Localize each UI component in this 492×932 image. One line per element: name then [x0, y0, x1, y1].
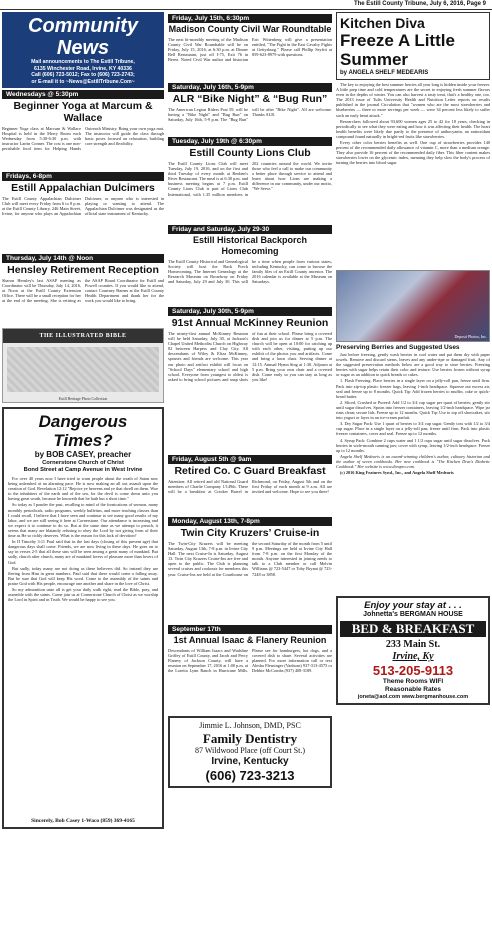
column-left [2, 12, 164, 829]
image-caption: Estill Heritage Photo Collection [58, 397, 108, 401]
community-news-box [2, 12, 164, 88]
paragraph: Just before freezing, gently wash berries in cool water and pat them dry with paper towels. Remove and discard stems, leaves and any under-ripe or damaged fruit. Any of the suggested preservation methods below are a good way to store berries. Freezing berries with sugar helps retain their color and texture. Use berries frozen without syrup or sugar as an addition to quick breads or cakes. [336, 352, 490, 378]
community-info-2: 6135 Winchester Road, Irvine, KY 40336 [34, 65, 132, 72]
article-headline: Estill Historical Backporch Homecoming [192, 235, 308, 256]
illustrated-bible-image [2, 328, 164, 403]
event-date-bar: Friday, August 5th @ 9am [168, 455, 332, 464]
ad-website[interactable]: joneta@aol.com www.bergmanhouse.com [357, 694, 469, 700]
article-signature: Sincerely, Bob Casey 1-Waco (859) 369-4165 [31, 818, 135, 824]
photo-credit: Deposit Photos, Inc. [454, 334, 487, 339]
article-headline: Estill County Lions Club [189, 147, 311, 159]
event-date-bar: Saturday, July 16th, 5-9pm [168, 83, 332, 92]
ad-street: 233 Main St. [385, 639, 441, 650]
event-date-bar: Friday and Saturday, July 29-30 [168, 225, 332, 234]
ad-city: Irvine, Ky [392, 651, 434, 662]
running-header: The Estill County Tribune, July 6, 2016, Page 9 [0, 0, 492, 10]
paragraph: But sadly, today many are not doing as these believers did. So instead they are fleeing from Him in great numbers. Paul said that there would come a falling away. But be sure that God will keep His word. Come to the assembly of the saints and praise God with His people, encourage one another and share in the love of Christ. [8, 565, 158, 586]
column-title: Kitchen Diva [340, 15, 425, 31]
copyright-line: (c) 2016 King Features Synd., Inc., and Angela Shelf Medearis [340, 470, 454, 476]
section-subhead: Preserving Berries and Suggested Uses [336, 344, 460, 351]
bed-breakfast-ad [336, 596, 490, 705]
paragraph: 3. Dry Sugar Pack: Use 1 quart of berries to 3/4 cup sugar. Gently toss with 1/2 to 3/4 cup sugar. Place in a single layer on a jelly-roll pan; freeze until firm. Pack into plastic freezer containers, cover and seal. Freeze up to 12 months. [336, 421, 490, 437]
article-headline: Hensley Retirement Reception [7, 264, 159, 276]
dangerous-times-article [2, 407, 164, 829]
article-body: The Estill County Historical and Genealogical Society will host the Back Porch Homecoming. The Internet Genealogy at the Research Museum on Broadway on Friday and Saturday, July 29 and July 30. This will be a time when people from various states, including Kentucky, can come to browse the family files of an Estill County ancestor. The 2016 calendar is available at the Museum on Saturdays. [168, 259, 332, 285]
article-body: Sharon Hensley's last ASAP meeting as Coordinator will be Thursday, July 14, 2016, at Noon at the Estill County Extension Office. There will be a small reception for her at the end of the meeting. She is retiring as the ASAP Board Coordinator for Estill and Powell counties. If you would like to attend, contact Courtney Barnes at the Estill County Health Department and thank her for the work you would like to bring. [2, 278, 164, 304]
practice-name: Family Dentistry [202, 731, 298, 746]
article-headline: Estill Appalachian Dulcimers [11, 182, 155, 194]
ad-business-name: Johnetta's BERGMAN HOUSE [363, 611, 463, 618]
article-headline: Twin City Kruzers’ Cruise-in [180, 527, 320, 539]
article-body: The Estill County Lions Club will meet Tuesday, July 19, 2016, and on the first and third Tuesday of every month at Reuben's River Restaurant. The meal is at 6:30 p.m. and business meeting begins at 7 p.m. Estill County Lions Club is part of Lions Club International, with 1.35 million members in 202 countries around the world. We invite those who feel a call to make our community a better place through service to attend and learn about how Lions are making a difference in our community, under our motto, "We Serve." [168, 161, 332, 197]
ad-banner: BED & BREAKFAST [340, 621, 486, 637]
event-date-bar: Thursday, July 14th @ Noon [2, 254, 164, 263]
community-info-1: Mail announcements to The Estill Tribune, [31, 59, 135, 65]
community-news-title: Community News [28, 15, 138, 59]
community-info-3: Call (606) 723-5012; Fax to (606) 723-2743; [31, 72, 135, 78]
event-date-bar: Wednesdays @ 5:30pm [2, 90, 164, 99]
paragraph: For over 40 years now I have tried to warn people about the wrath of Satan now being unleashed at an alarming pace. He is now making an all out assault upon the creation of God. Revelation 12:12 "Rejoice ye heavens and ye that dwell on them. Woe to the inhabiters of the earth and of the sea, for the devil is come down unto you having great wrath, because he knoweth that he hath but a short time." [8, 476, 158, 502]
article-body: The next bi-monthly meeting of the Madison County Civil War Roundtable will be on Friday, July 15, 2016, at 6:30 p.m. at Dinner Bell Restaurant, just off I-75, Exit 76 in Berea. Noted Civil War author and historian Eric Wittenberg will give a presentation entitled, "The Fight in the East Cavalry Fights at Gettysburg." Please call Phillip Seyfrit at 859-623-8979 with questions. [168, 37, 332, 63]
article-headline: Dangerous Times? [38, 412, 128, 450]
paragraph: 2. Sliced, Crushed or Pureed: Add 1/2 to 3/4 cup sugar per quart of berries; gently stir until sugar dissolves. Spoon into freezer containers, leaving 1/2-inch headspace. Wipe jar rims clean; secure lids. Freeze up to 12 months. Quick Tip: Use to top off shortcakes, stir into yogurt or layer in an ice-cream parfait. [336, 399, 490, 421]
engraving-illustration [7, 347, 159, 392]
dentistry-ad [168, 716, 332, 788]
article-body [336, 352, 490, 592]
article-body: The ninety-first annual McKinney Reunion will be held Saturday, July 30, at Jackson's Chapel United Methodist Church on Highway 82 between Harpers and Clay City. All descendants of Wiley & Eliza McKinney, spouses and friends are welcome. This year our photo and artifact exhibit will focus on "School Days" elementary school and high school. Everyone from youngest to oldest is asked to bring school pictures and snap shots of fun at their school. Please bring a covered dish and join us for dinner at 5 p.m. The church will be open at 10:00 for catching up with each other, visiting, putting up our exhibit of the photos you and artifacts. Come and bring a lawn chair. Serving dinner at 12:15. Annual Hymn Sing at 1:30. Adjourn at 5 p.m. Bring your own chair and a covered dish. Come early so you can stay as long as you like! [168, 331, 332, 382]
article-headline: Freeze A Little Summer [340, 31, 455, 69]
paragraph: 1. Flash Freezing: Place berries in a single layer on a jelly-roll pan, freeze until firm. Pack into zip-top plastic freezer bags, leaving 1-inch headspace. Squeeze out excess air, seal and freeze up to 8 months. Quick Tip: Add frozen berries to muffin, cake or quick-bread batter. [336, 378, 490, 399]
berries-photo [336, 270, 490, 342]
column-right [336, 12, 490, 705]
article-body: Attention: All retired and old National Guard members of Charlie Company 1/149th. There will be a breakfast at Cracker Barrel in Richmond, on Friday, August 5th and on the first Friday of each month at 9 a.m. All are invited and welcome. Hope to see you there! [168, 479, 332, 495]
image-banner: THE ILLUSTRATED BIBLE [3, 329, 163, 343]
church-address: Bond Street at Camp Avenue in West Irvine [23, 467, 143, 473]
author-note: Angela Shelf Medearis is an award-winning children's author, culinary historian and the author of seven cookbooks. Her new cookbook is "The Kitchen Diva's Diabetic Cookbook." Her website is www.divapro.com. [336, 453, 490, 469]
paragraph: So my admonition unto all is get your daily walk right, read the Bible, pray, and assemble with the saints. Come join us at Cornerstone Church of Christ as we worship the Lord in Spirit and in Truth. We would be happy to see you. [8, 586, 158, 603]
ad-rates: Reasonable Rates [385, 686, 441, 693]
practice-address: 87 Wildwood Place (off Court St.) [194, 746, 306, 755]
article-headline: Madison County Civil War Roundtable [168, 24, 332, 34]
article-body: Descendants of William Isaacs and Wadsline Griffey of Estill County, and Jacob and Percy Flanery of Jackson County, will have a reunion on September 17, 2016 at 1:00 p.m. at the Loretta Lynn Ranch in Hurricane Mills. Please see for hamburgers, hot dogs, and a covered dish to share. Several activities are planned. For more information call or text Alesha Flesninger (Vanborn) 937-313-4575 or Debbie McCombs (937) 408-3189. [168, 648, 332, 674]
article-body [8, 476, 158, 816]
ad-tagline: Enjoy your stay at . . . [364, 600, 462, 611]
paragraph: Every other color berries benefits as well. One cup of strawberries provides 140 percent of the recommended daily allowance of vitamin C, more than a medium orange. They also provide 16 percent of the recommended daily fiber. This fiber content makes strawberries lower on the glycemic index, meaning they help slow the body's process of turning the berries into blood sugar. [336, 140, 490, 166]
kitchen-diva-header [336, 12, 490, 80]
event-date-bar: Tuesday, July 19th @ 6:30pm [168, 137, 332, 146]
event-date-bar: Fridays, 6-8pm [2, 172, 164, 181]
article-body: Beginner Yoga class at Marcum & Wallace Hospital is held in the Merry Room each Wednesday from 5:30-6:30 p.m. with instructor Larrin Conner. The cost is one non-perishable food item for Helping Hands Outreach Ministry. Bring your own yoga mat. The instructor will guide the class through basic poses focused on relaxation, building core strength and flexibility. [2, 126, 164, 152]
paragraph: In II Timothy 3:11 Paul said that in the last days (closing of this present age) that dangerous days shall come. Friends, we are now living in these days. He goes on to say in verses 2-5 that all these sins will be seen among a great many of mankind. But sadly, church after church, many are of mankind lovers of pleasure more than lovers of God. [8, 539, 158, 565]
paragraph: So today as I ponder the past, recalling to mind of the fornications of sermon, many monthly periodicals, radio programs, weekly bulletins, and more teaching classes than I could recall, I believe that I have seen and continue to see many good results of my labor, and we are still seeing it here at Cornerstone. Our attendance is increasing and we expect it to continue to do so. But at the same time as we attempt to preach, it seems that many are blatantly refusing to obey the Lord by not giving from of their time as He so richly deserves. What is the reason for this lack of devotion? [8, 502, 158, 539]
article-body [336, 82, 490, 268]
community-info-4: or E-mail it to ~News@EstillTribune.Com~ [31, 78, 135, 85]
dentist-name: Jimmie L. Johnson, DMD, PSC [199, 721, 301, 730]
church-name: Cornerstone Church of Christ [42, 460, 124, 466]
event-date-bar: Monday, August 13th, 7-8pm [168, 517, 332, 526]
article-headline: Beginner Yoga at Marcum & Wallace [13, 100, 153, 124]
article-byline: by BOB CASEY, preacher [34, 450, 132, 459]
article-byline: by ANGELA SHELF MEDEARIS [340, 70, 429, 76]
article-headline: 91st Annual McKinney Reunion [171, 317, 329, 329]
practice-city: Irvine, Kentucky [211, 756, 289, 767]
article-body: The Estill County Appalachian Dulcimer Club will meet every Friday from 6 to 8 p.m. at the Estill County Library, 246 Main Street, Irvine, for anyone who plays an Appalachian Dulcimer, or anyone who is interested in playing or wanting to attend. The Appalachian Dulcimer was designated as the official state instrument of Kentucky. [2, 196, 164, 217]
event-date-bar: September 17th [168, 625, 332, 634]
column-middle [168, 12, 332, 788]
article-body: The Twin-City Kruzers will be meeting Saturday, August 13th, 7-8 p.m. in Irvine City Hall. The next Cruise-In is Saturday, August 13. Twin City Kruzers Cruise-Ins are free and open to the public. The Club is planning several cruises and cookouts for members this year. Cruise-Ins are held at the Courthouse on the second Saturday of the month from 5 until 9 p.m. Meetings are held at Irvine City Hall from 7-8 p.m. on the first Monday of the month. Anyone interested in joining needs to talk to a Club member or call Melvin Williams @ 723-5447 or Toby Bryant @ 723-7248 or 3858. [168, 541, 332, 577]
event-date-bar: Saturday, July 30th, 5-9pm [168, 307, 332, 316]
article-body: The American Legion Riders Post 59, will be having a "Bike Night" and "Bug Run" on Saturday, July 16th, 5-9 p.m. The "Bug Run" will be after "Bike Night". All are welcome. Thanks ALR. [168, 107, 332, 123]
paragraph: The key to enjoying the best summer berries all year long is hidden inside your freezer. A little prep time and cold temperatures are the secret to enjoying fresh summer flavors even in the depths of winter. You can also harvest a tasty treat, that's a healthy one, too. The 2013 issue of Tufts University Health and Nutrition Letter reports on results published in the journal Circulation that "women who ate the most strawberries and blueberries — three or more servings per week — were 34 percent less likely to suffer such an early heart attack." [336, 82, 490, 118]
ad-phone: 513-205-9113 [372, 663, 454, 678]
event-date-bar: Friday, July 15th, 6:30pm [168, 14, 332, 23]
article-headline: 1st Annual Isaac & Flanery Reunion [173, 635, 327, 645]
practice-phone: (606) 723-3213 [205, 768, 295, 783]
paragraph: 4. Syrup Pack: Combine 2 cups water and 1 1/2 cups sugar until sugar dissolves. Pack berries in wide-mouth canning jars; cover with syrup, leaving 1/2-inch headspace. Freeze up to 12 months. [336, 437, 490, 453]
ad-amenities: Theme Rooms WIFI [382, 678, 444, 685]
paragraph: Researchers followed about 93,600 women ages 25 to 42 for 18 years, checking in periodically to see what they were eating and how it was affecting their health. The heart health benefits were likely due partly to the presence of anthocyanin, an antioxidant compound found naturally in bright-red fruits like strawberries. [336, 118, 490, 139]
article-headline: ALR “Bike Night” & “Bug Run” [172, 93, 328, 105]
article-headline: Retired Co. C Guard Breakfast [174, 465, 326, 477]
